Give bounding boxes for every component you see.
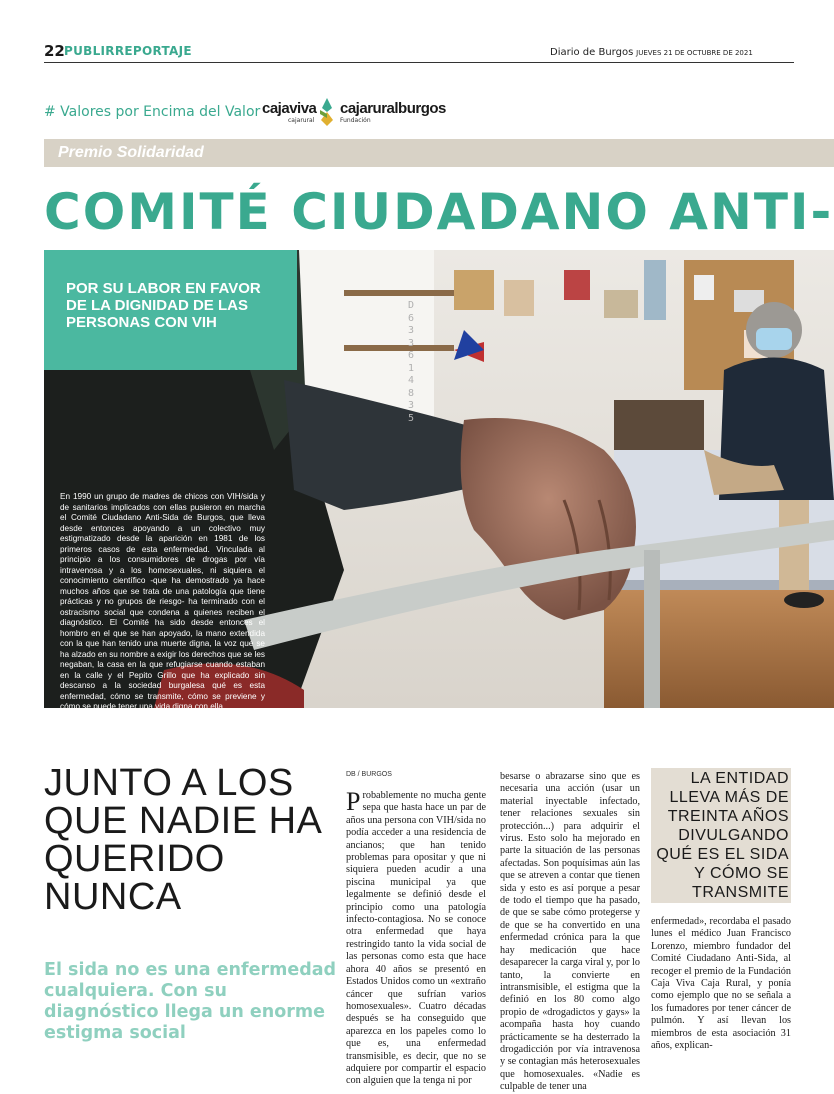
cajaruralburgos-logo: cajaruralburgos: [340, 100, 446, 117]
archive-code: D633614835: [407, 300, 415, 424]
section-label: PUBLIRREPORTAJE: [64, 44, 192, 58]
issue-date: JUEVES 21 DE OCTUBRE DE 2021: [636, 49, 753, 57]
category-bar: [44, 139, 834, 167]
drop-cap: P: [346, 787, 361, 816]
article-headline: JUNTO A LOS QUE NADIE HA QUERIDO NUNCA: [44, 762, 321, 918]
main-headline: COMITÉ CIUDADANO ANTI-: [44, 183, 834, 241]
newspaper-name: Diario de Burgos: [550, 47, 634, 58]
category-label: Premio Solidaridad: [58, 144, 204, 161]
cajaviva-logo: cajaviva: [262, 100, 317, 117]
body-column-1-text: robablemente no mucha gente sepa que hasta hace un par de años una persona con VIH/sida no podía acceder a una residencia de ancianos; que han tenido problemas para opositar y que ni siquiera pueden acudir a una piscina municipal ya que legalmente se definió desde el principio como una patología infecto-contagiosa. No se conoce otra enfermedad que haya restringido tanto la vida social de las personas como esta que hace ahora 40 años se presentó en Estados Unidos como un «extraño cáncer que sufrían varios homosexuales». Cuatro décadas después se ha conseguido que aparezca en los papeles como lo que es, una enfermedad transmisible, es decir, que no se adquiere por compartir el espacio con alguien que la tenga ni por: [346, 790, 486, 1087]
pull-quote: [651, 768, 791, 903]
page-number: 22: [44, 42, 65, 60]
leaf-logo-icon: [318, 98, 336, 126]
subhead-box: [44, 250, 297, 370]
pull-quote-text: LA ENTIDAD LLEVA MÁS DE TREINTA AÑOS DIVULGANDO QUÉ ES EL SIDA Y CÓMO SE TRANSMITE: [656, 770, 789, 901]
fundacion-logo-sub: Fundación: [340, 117, 371, 124]
cajaviva-logo-sub: cajarural: [288, 117, 315, 124]
intro-paragraph: En 1990 un grupo de madres de chicos con VIH/sida y de sanitarios implicados con ellas pusieron en marcha el Comité Ciudadano Anti-Sida de Burgos, que lleva desde entonces apoyando a un colectivo muy estigmatizado desde la aparición en 1981 de los primeros casos de esta enfermedad. Vinculada al principio a los consumidores de drogas por vía intravenosa y a los homosexuales, ni siquiera el conocimiento científico -que ha demostrado ya hace muchos años que se trata de una patología que tiene prácticas y no grupos de riesgo- ha terminado con el ostracismo social que condena a quienes reciben el diagnóstico. El Comité ha sido desde entonces el hombro en el que se han apoyado, la mano extendida con la que han tenido una muerte digna, la voz que se ha alzado en su nombre a exigir los derechos que se les negaban, la casa en la que refugiarse cuando estaban en la calle y el Pepito Grillo que ha explicado sin descanso a la sociedad burgalesa qué es esta enfermedad, cómo se transmite, cómo se previene y cómo se puede tener una vida digna con ella.: [60, 492, 265, 711]
body-column-2: besarse o abrazarse sino que es necesaria una acción (usar un material inyectable infectado, tener relaciones sexuales sin protección...) para adquirir el virus. Esto solo ha mejorado en parte la situación de las personas afectadas. Son poquísimas aún las que se atreven a contar que tienen sida y esto es así porque a pesar de todo el tiempo que ha pasado, de que se sabe cómo protegerse y de que se ha convertido en una enfermedad crónica para la que hay medicación que hace desaparecer la carga viral y, por lo tanto, la convierte en intransmisible, el estigma que la definió en los 80 como algo propio de «drogadictos y gays» la acompaña hasta hoy cuando prácticamente se ha desterrado la drogadicción por vía intravenosa y se contagian más heterosexuales que homosexuales. «Nadie es culpable de tener una: [500, 771, 640, 1093]
body-column-3: enfermedad», recordaba el pasado lunes el médico Juan Francisco Lorenzo, miembro fundador del Comité Ciudadano Anti-Sida, al recoger el premio de la Fundación Caja Viva Caja Rural, y ponía como ejemplo que no se señala a los fumadores por tener cáncer de pulmón. Y así llevan los miembros de esta asociación 31 años, explican-: [651, 916, 791, 1052]
article-teaser: El sida no es una enfermedad cualquiera. Con su diagnóstico llega un enorme estigma social: [44, 960, 337, 1043]
byline: DB / BURGOS: [346, 771, 392, 778]
campaign-hashtag: # Valores por Encima del Valor: [44, 104, 261, 120]
header-rule: [44, 62, 794, 63]
newspaper-dateline: [550, 47, 753, 58]
body-column-1: [346, 787, 486, 1088]
subhead: POR SU LABOR EN FAVOR DE LA DIGNIDAD DE LAS PERSONAS CON VIH: [66, 280, 261, 331]
